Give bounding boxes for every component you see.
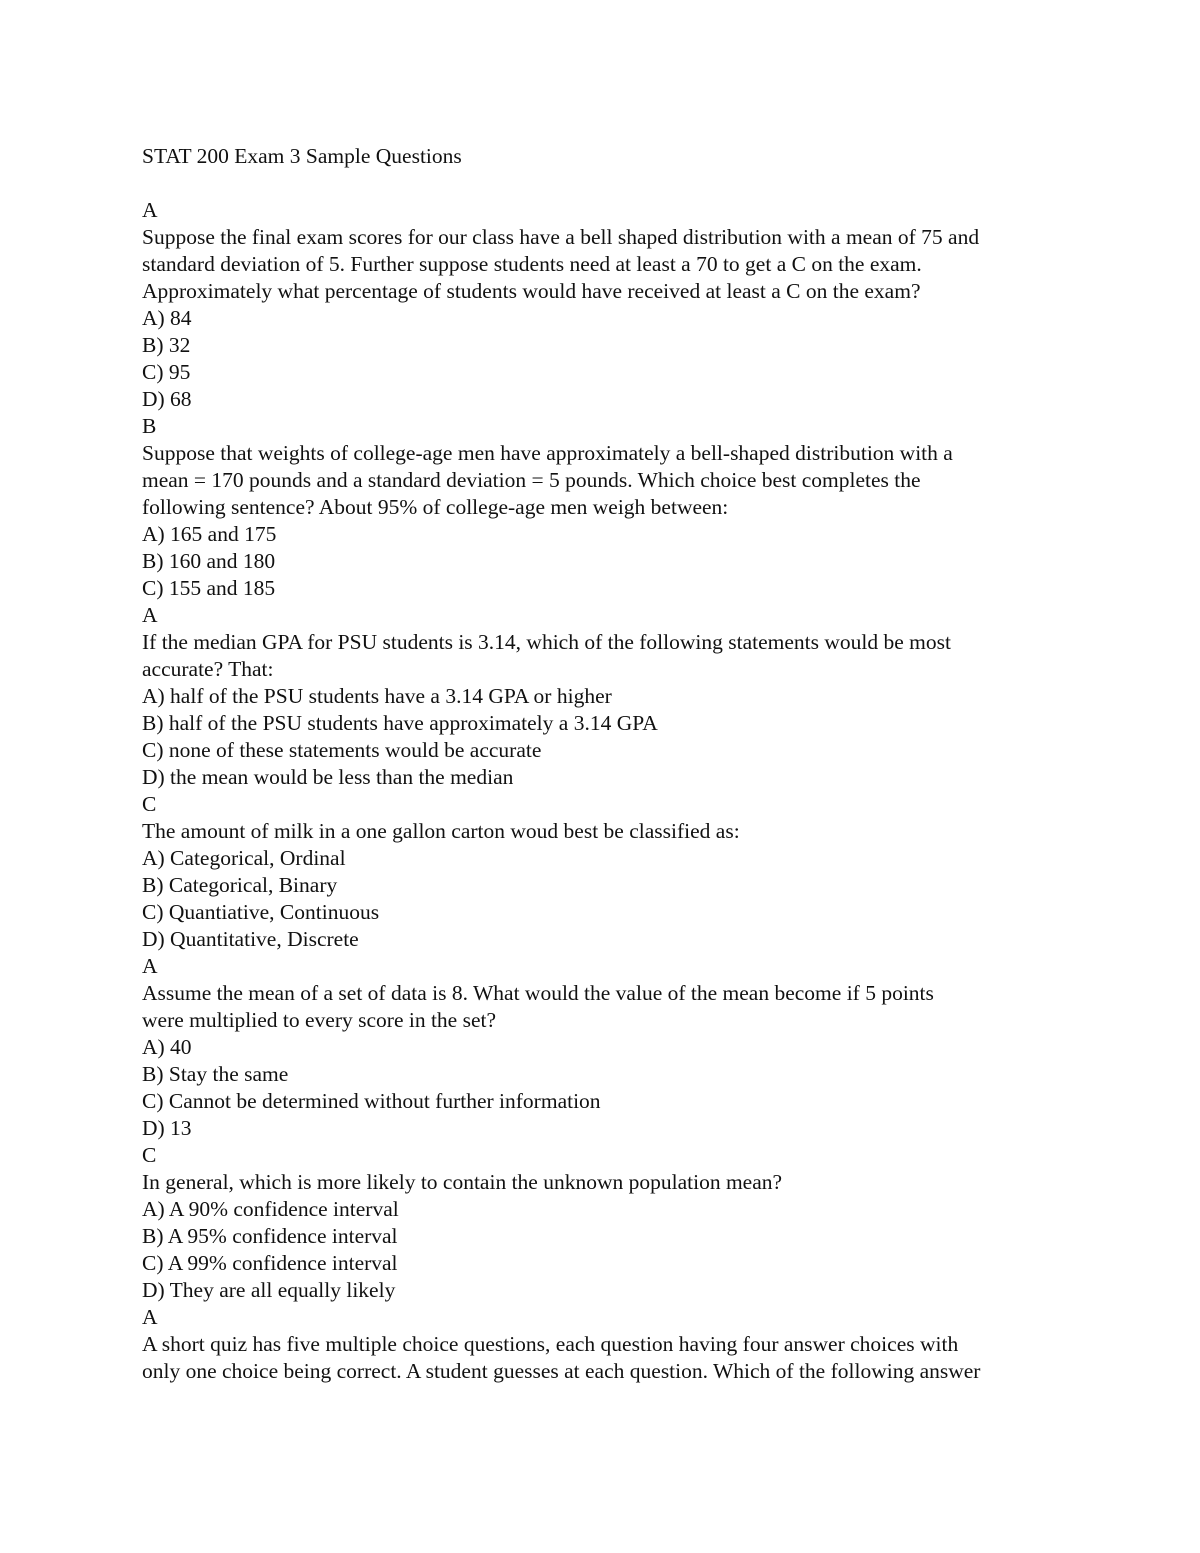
text-line: D) the mean would be less than the median [142,765,514,789]
text-line: Assume the mean of a set of data is 8. What would the value of the mean become if 5 points [142,981,934,1005]
text-line: B) A 95% confidence interval [142,1224,398,1248]
text-line: A [142,1305,158,1329]
text-line: were multiplied to every score in the set? [142,1008,497,1032]
text-line: A) 165 and 175 [142,522,277,546]
text-line: A) Categorical, Ordinal [142,846,346,870]
text-line: A [142,198,158,222]
document-body [142,143,1082,1385]
text-line: standard deviation of 5. Further suppose students need at least a 70 to get a C on the exam. [142,252,922,276]
text-line: D) 68 [142,387,192,411]
text-line: C [142,792,157,816]
text-line: following sentence? About 95% of college-age men weigh between: [142,495,729,519]
document-title: STAT 200 Exam 3 Sample Questions [142,144,462,168]
text-line: B) Categorical, Binary [142,873,338,897]
text-line: C [142,1143,157,1167]
text-line: B) half of the PSU students have approximately a 3.14 GPA [142,711,658,735]
document-lines [142,197,1082,1385]
text-line: B) 160 and 180 [142,549,276,573]
text-line: B) 32 [142,333,191,357]
text-line: C) A 99% confidence interval [142,1251,398,1275]
text-line: A) 40 [142,1035,192,1059]
text-line: A) half of the PSU students have a 3.14 GPA or higher [142,684,612,708]
text-line: Approximately what percentage of students would have received at least a C on the exam? [142,279,921,303]
text-line: C) none of these statements would be accurate [142,738,542,762]
text-line: A [142,954,158,978]
text-line: The amount of milk in a one gallon carton woud best be classified as: [142,819,740,843]
text-line: C) Cannot be determined without further information [142,1089,601,1113]
text-line: C) 95 [142,360,191,384]
text-line: A short quiz has five multiple choice questions, each question having four answer choices with [142,1332,959,1356]
text-line: D) Quantitative, Discrete [142,927,359,951]
text-line: D) They are all equally likely [142,1278,396,1302]
text-line: B) Stay the same [142,1062,289,1086]
text-line: Suppose the final exam scores for our class have a bell shaped distribution with a mean of 75 and [142,225,980,249]
text-line: accurate? That: [142,657,274,681]
text-line: C) Quantiative, Continuous [142,900,380,924]
text-line: B [142,414,157,438]
text-line: A) 84 [142,306,192,330]
text-line: only one choice being correct. A student guesses at each question. Which of the following answer [142,1359,981,1383]
text-line: A [142,603,158,627]
text-line: If the median GPA for PSU students is 3.14, which of the following statements would be most [142,630,951,654]
text-line: Suppose that weights of college-age men have approximately a bell-shaped distribution with a [142,441,953,465]
text-line: In general, which is more likely to contain the unknown population mean? [142,1170,783,1194]
text-line: D) 13 [142,1116,192,1140]
text-line: A) A 90% confidence interval [142,1197,399,1221]
text-line: mean = 170 pounds and a standard deviation = 5 pounds. Which choice best completes the [142,468,921,492]
text-line: C) 155 and 185 [142,576,276,600]
